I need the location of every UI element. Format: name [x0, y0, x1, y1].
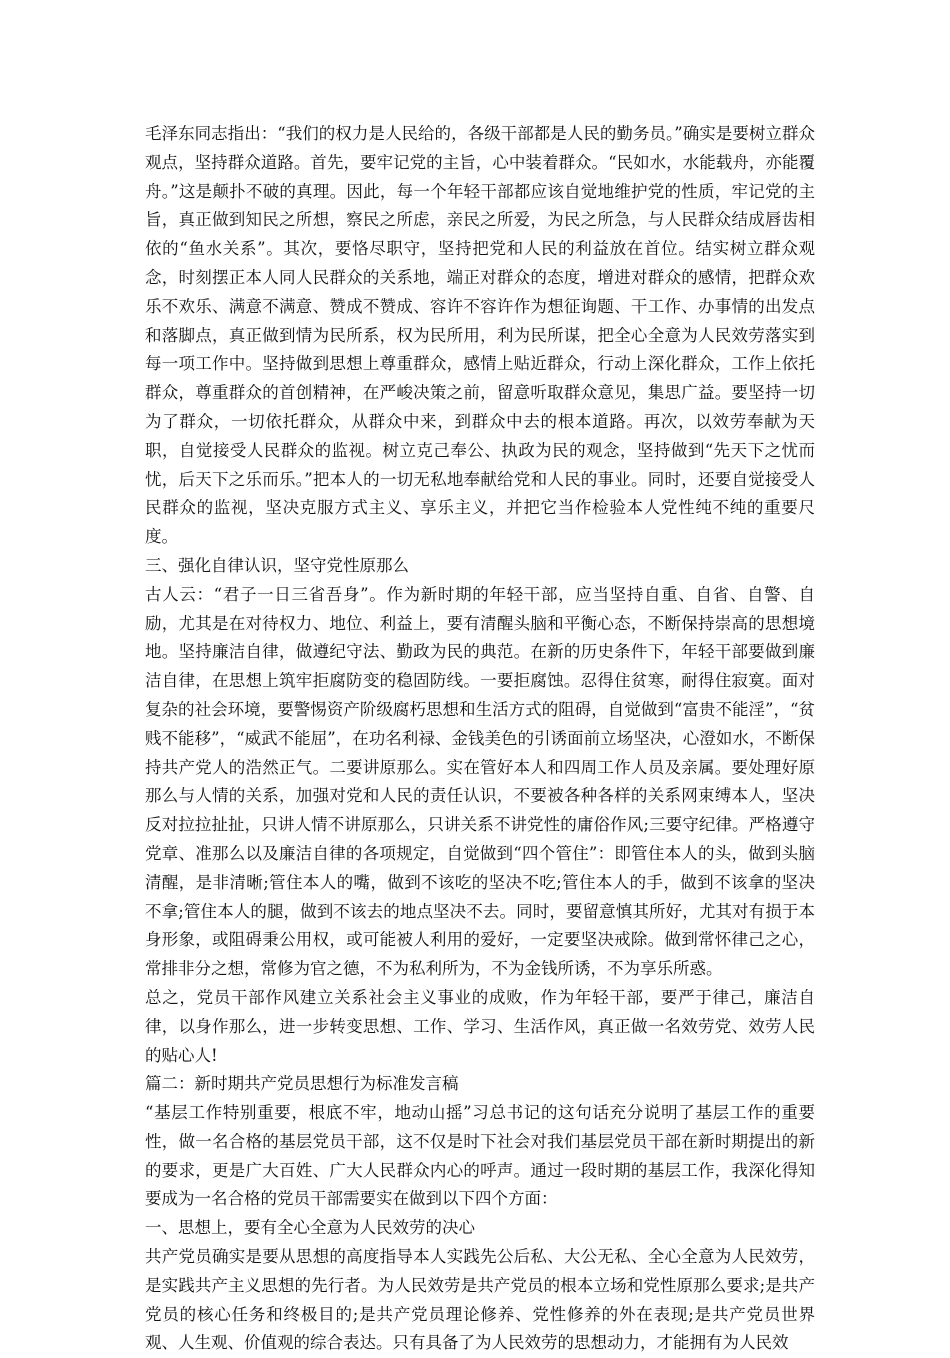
body-paragraph: 共产党员确实是要从思想的高度指导本人实践先公后私、大公无私、全心全意为人民效劳，是实践共产主义思想的先行者。为人民效劳是共产党员的根本立场和党性原那么要求;是共产党员的核心任务和终极目的;是共产党员理论修养、党性修养的外在表现;是共产党员世界观、人生观、价值观的综合表达。只有具备了为人民效劳的思想动力，才能拥有为人民效: [145, 1247, 815, 1353]
article-title: 篇二：新时期共产党员思想行为标准发言稿: [145, 1074, 459, 1094]
body-paragraph: 毛泽东同志指出：“我们的权力是人民给的，各级干部都是人民的勤务员。”确实是要树立群众观点，坚持群众道路。首先，要牢记党的主旨，心中装着群众。“民如水，水能载舟，亦能覆舟。”这是颠扑不破的真理。因此，每一个年轻干部都应该自觉地维护党的性质，牢记党的主旨，真正做到知民之所想，察民之所虑，亲民之所爱，为民之所急，与人民群众结成唇齿相依的“鱼水关系”。其次，要恪尽职守，坚持把党和人民的利益放在首位。结实树立群众观念，时刻摆正本人同人民群众的关系地，端正对群众的态度，增进对群众的感情，把群众欢乐不欢乐、满意不满意、赞成不赞成、容许不容许作为想征询题、干工作、办事情的出发点和落脚点，真正做到情为民所系，权为民所用，利为民所谋，把全心全意为人民效劳落实到每一项工作中。坚持做到思想上尊重群众，感情上贴近群众，行动上深化群众，工作上依托群众，尊重群众的首创精神，在严峻决策之前，留意听取群众意见，集思广益。要坚持一切为了群众，一切依托群众，从群众中来，到群众中去的根本道路。再次，以效劳奉献为天职，自觉接受人民群众的监视。树立克己奉公、执政为民的观念，坚持做到“先天下之忧而忧，后天下之乐而乐。”把本人的一切无私地奉献给党和人民的事业。同时，还要自觉接受人民群众的监视，坚决克服方式主义、享乐主义，并把它当作检验本人党性纯不纯的重要尺度。: [145, 124, 815, 547]
body-paragraph: “基层工作特别重要，根底不牢，地动山摇”习总书记的这句话充分说明了基层工作的重要性，做一名合格的基层党员干部，这不仅是时下社会对我们基层党员干部在新时期提出的新的要求，更是广大百姓、广大人民群众内心的呼声。通过一段时期的基层工作，我深化得知要成为一名合格的党员干部需要实在做到以下四个方面：: [145, 1103, 815, 1209]
section-heading: 一、思想上，要有全心全意为人民效劳的决心: [145, 1218, 475, 1238]
section-heading: 三、强化自律认识，坚守党性原那么: [145, 555, 409, 575]
body-paragraph: 总之，党员干部作风建立关系社会主义事业的成败，作为年轻干部，要严于律己，廉洁自律，以身作那么，进一步转变思想、工作、学习、生活作风，真正做一名效劳党、效劳人民的贴心人!: [145, 987, 815, 1065]
body-paragraph: 古人云：“君子一日三省吾身”。作为新时期的年轻干部，应当坚持自重、自省、自警、自励，尤其是在对待权力、地位、利益上，要有清醒头脑和平衡心态，不断保持崇高的思想境地。坚持廉洁自律，做遵纪守法、勤政为民的典范。在新的历史条件下，年轻干部要做到廉洁自律，在思想上筑牢拒腐防变的稳固防线。一要拒腐蚀。忍得住贫寒，耐得住寂寞。面对复杂的社会环境，要警惕资产阶级腐朽思想和生活方式的阻碍，自觉做到“富贵不能淫”，“贫贱不能移”，“威武不能屈”，在功名利禄、金钱美色的引诱面前立场坚决，心澄如水，不断保持共产党人的浩然正气。二要讲原那么。实在管好本人和四周工作人员及亲属。要处理好原那么与人情的关系，加强对党和人民的责任认识，不要被各种各样的关系网束缚本人，坚决反对拉拉扯扯，只讲人情不讲原那么，只讲关系不讲党性的庸俗作风;三要守纪律。严格遵守党章、准那么以及廉洁自律的各项规定，自觉做到“四个管住”：即管住本人的头，做到头脑清醒，是非清晰;管住本人的嘴，做到不该吃的坚决不吃;管住本人的手，做到不该拿的坚决不拿;管住本人的腿，做到不该去的地点坚决不去。同时，要留意慎其所好，尤其对有损于本身形象，或阻碍秉公用权，或可能被人利用的爱好，一定要坚决戒除。做到常怀律己之心，常排非分之想，常修为官之德，不为私利所为，不为金钱所诱，不为享乐所惑。: [145, 584, 815, 979]
document-body: [145, 120, 815, 1358]
